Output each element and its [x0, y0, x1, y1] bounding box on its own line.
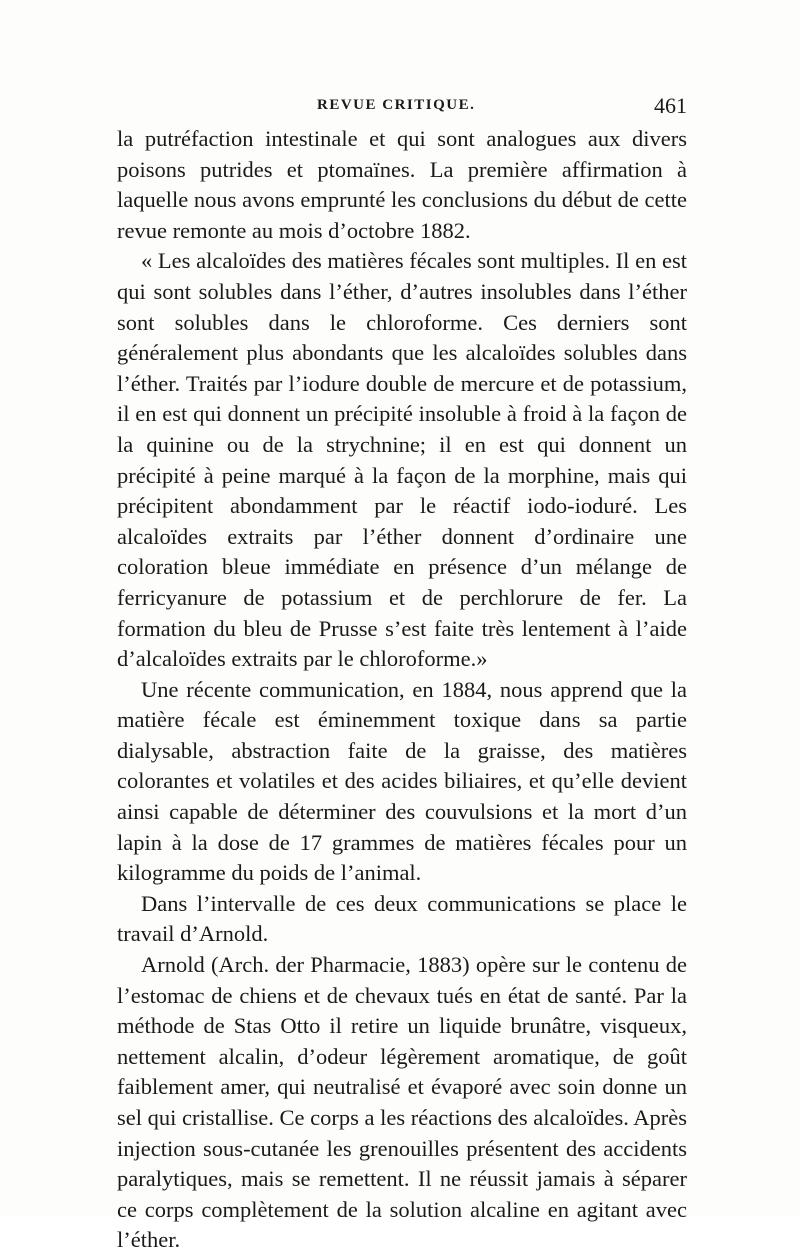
paragraph-quotation: « Les alcaloïdes des matières fécales sont multiples. Il en est qui sont solubles dans l’éther, d’autres insolubles dans l’éther sont solubles dans le chloroforme. Ces derniers sont généralement plus abondants que les alcaloïdes solubles dans l’éther. Traités par l’iodure double de mercure et de potassium, il en est qui donnent un précipité insoluble à froid à la façon de la quinine ou de la strychnine; il en est qui donnent un précipité à peine marqué à la façon de la morphine, mais qui précipitent abondamment par le réactif iodo-ioduré. Les alcaloïdes extraits par l’éther donnent d’ordinaire une coloration bleue immédiate en présence d’un mélange de ferricyanure de potassium et de perchlorure de fer. La formation du bleu de Prusse s’est faite très lentement à l’aide d’alcaloïdes extraits par le chloroforme.»: [117, 248, 687, 672]
paragraph-arnold-method: Arnold (Arch. der Pharmacie, 1883) opère sur le contenu de l’estomac de chiens et de chevaux tués en état de santé. Par la méthode de Stas Otto il retire un liquide brunâtre, visqueux, nettement alcalin, d’odeur légèrement aromatique, de goût faiblement amer, qui neutralisé et évaporé avec soin donne un sel qui cristallise. Ce corps a les réactions des alcaloïdes. Après injection sous-cutanée les grenouilles présentent des accidents paralytiques, mais se remettent. Il ne réussit jamais à séparer ce corps complètement de la solution alcaline en agitant avec l’éther.: [117, 952, 687, 1253]
paragraph-communication-1884: Une récente communication, en 1884, nous apprend que la matière fécale est éminemment toxique dans sa partie dialysable, abstraction faite de la graisse, des matières colorantes et volatiles et des acides biliaires, et qu’elle devient ainsi capable de déterminer des couvulsions et la mort d’un lapin à la dose de 17 grammes de matières fécales pour un kilogramme du poids de l’animal.: [117, 676, 687, 886]
paragraph-arnold-intro: Dans l’intervalle de ces deux communications se place le travail d’Arnold.: [117, 890, 687, 947]
page-number: 461: [654, 93, 687, 118]
body-text: [117, 124, 687, 1256]
running-header: [117, 93, 687, 123]
paragraph-continuation: la putréfaction intestinale et qui sont analogues aux divers poisons putrides et ptomaïnes. La première affirmation à laquelle nous avons emprunté les conclusions du début de cette revue remonte au mois d’octobre 1882.: [117, 126, 687, 243]
running-title: REVUE CRITIQUE.: [317, 97, 476, 113]
